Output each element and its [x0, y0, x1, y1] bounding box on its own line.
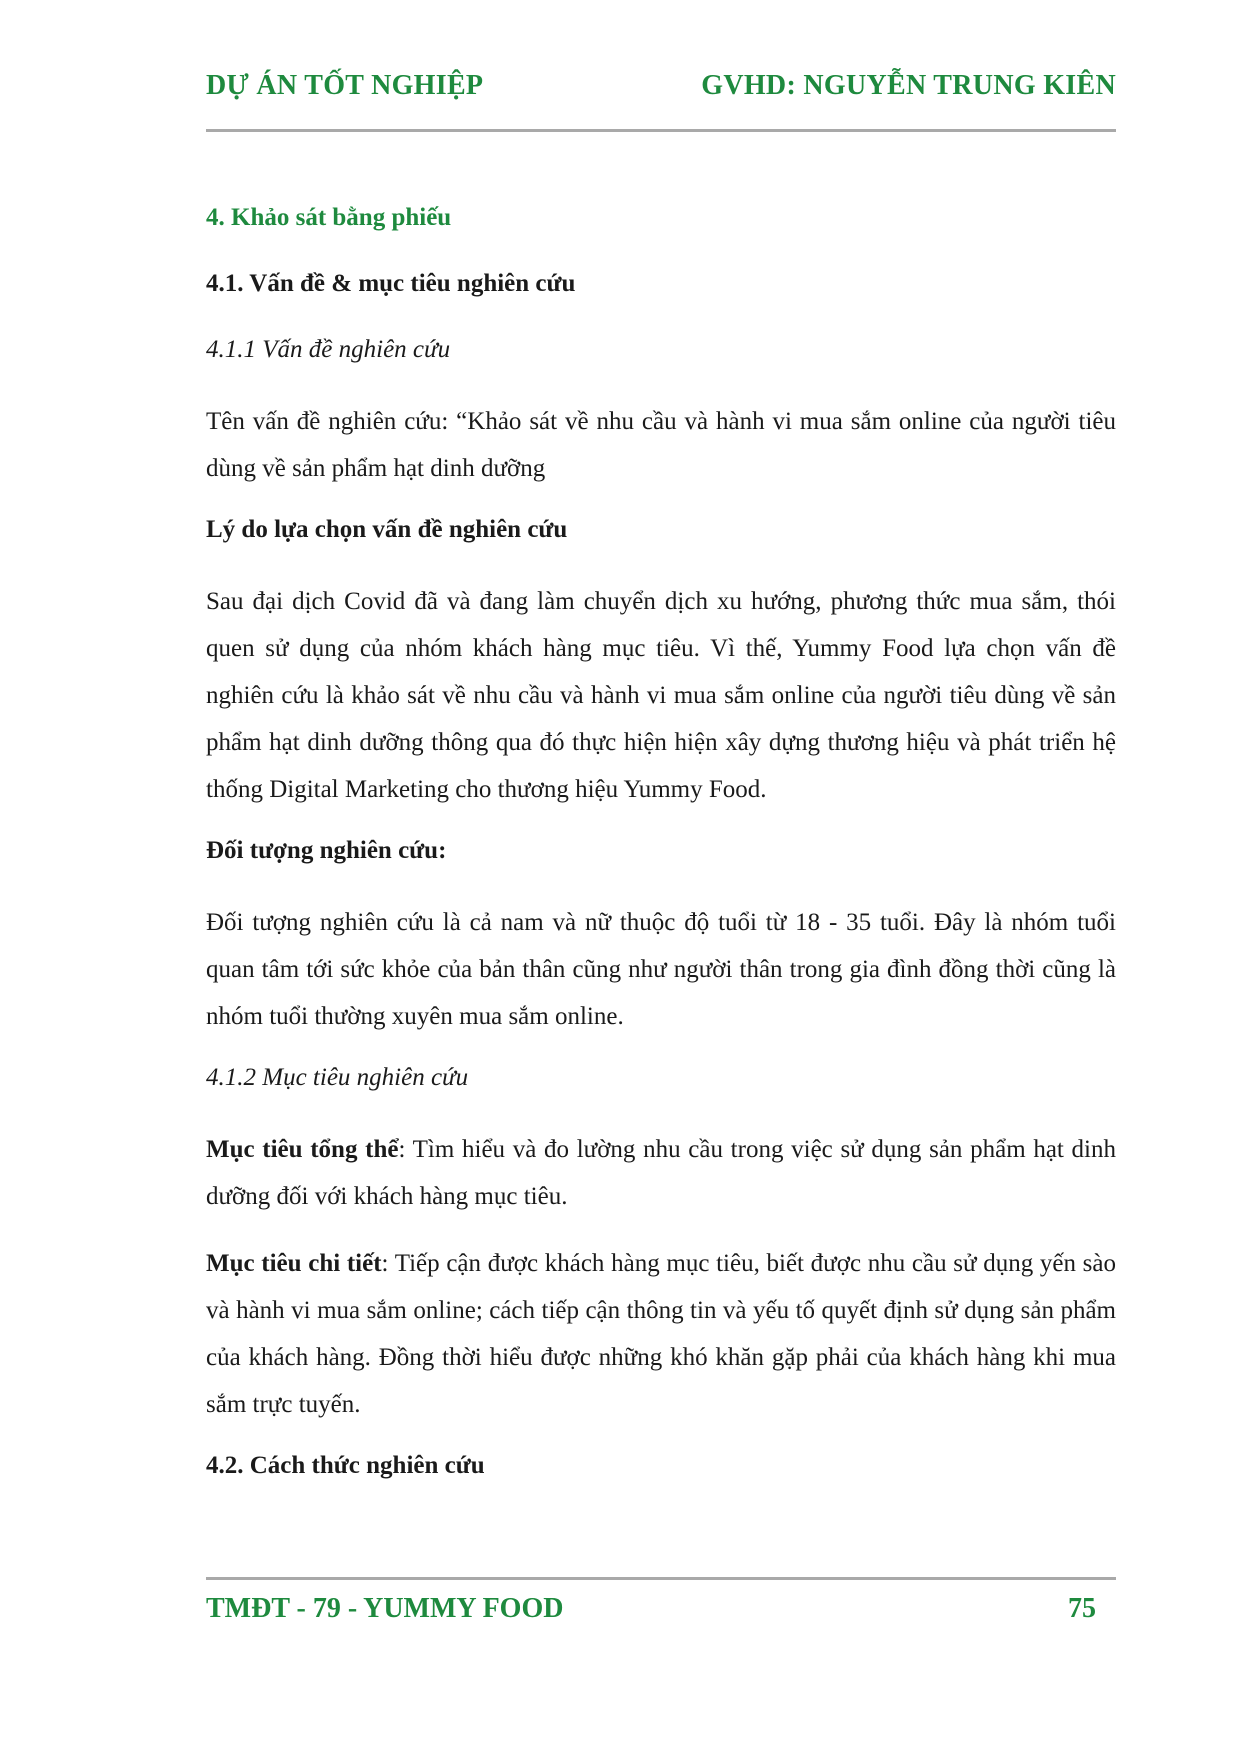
- detail-objective-paragraph: [206, 1240, 1116, 1428]
- subsection-heading-42: 4.2. Cách thức nghiên cứu: [206, 1452, 485, 1479]
- page-body: [206, 200, 1116, 1514]
- overall-objective-text: : Tìm hiểu và đo lường nhu cầu trong việc sử dụng sản phẩm hạt dinh dưỡng đối với khách hàng mục tiêu.: [206, 1136, 1117, 1210]
- page-footer: [206, 1593, 1096, 1625]
- overall-objective-paragraph: [206, 1126, 1116, 1220]
- sub-subsection-heading-411: 4.1.1 Vấn đề nghiên cứu: [206, 336, 451, 363]
- footer-divider: [206, 1577, 1116, 1580]
- header-divider: [206, 129, 1116, 132]
- section-heading: 4. Khảo sát bằng phiếu: [206, 204, 452, 231]
- header-supervisor: GVHD: NGUYỄN TRUNG KIÊN: [701, 70, 1116, 101]
- header-project-title: DỰ ÁN TỐT NGHIỆP: [206, 70, 484, 101]
- sub-subsection-heading-412: 4.1.2 Mục tiêu nghiên cứu: [206, 1064, 469, 1091]
- research-topic-paragraph: Tên vấn đề nghiên cứu: “Khảo sát về nhu cầu và hành vi mua sắm online của người tiêu dùng về sản phẩm hạt dinh dưỡng: [206, 408, 1116, 482]
- subject-paragraph: Đối tượng nghiên cứu là cả nam và nữ thuộc độ tuổi từ 18 - 35 tuổi. Đây là nhóm tuổi quan tâm tới sức khỏe của bản thân cũng như người thân trong gia đình đồng thời cũng là nhóm tuổi thường xuyên mua sắm online.: [206, 909, 1116, 1030]
- detail-objective-label: Mục tiêu chi tiết: [206, 1250, 382, 1277]
- subject-heading: Đối tượng nghiên cứu:: [206, 837, 447, 864]
- reason-heading: Lý do lựa chọn vấn đề nghiên cứu: [206, 516, 568, 543]
- subsection-heading: 4.1. Vấn đề & mục tiêu nghiên cứu: [206, 270, 576, 297]
- reason-paragraph: Sau đại dịch Covid đã và đang làm chuyển dịch xu hướng, phương thức mua sắm, thói quen sử dụng của nhóm khách hàng mục tiêu. Vì thế, Yummy Food lựa chọn vấn đề nghiên cứu là khảo sát về nhu cầu và hành vi mua sắm online của người tiêu dùng về sản phẩm hạt dinh dưỡng thông qua đó thực hiện hiện xây dựng thương hiệu và phát triển hệ thống Digital Marketing cho thương hiệu Yummy Food.: [206, 588, 1116, 803]
- footer-team-label: TMĐT - 79 - YUMMY FOOD: [206, 1593, 564, 1624]
- overall-objective-label: Mục tiêu tổng thể: [206, 1136, 399, 1163]
- page-header: [206, 70, 1116, 102]
- detail-objective-text: : Tiếp cận được khách hàng mục tiêu, biết được nhu cầu sử dụng yến sào và hành vi mua sắm online; cách tiếp cận thông tin và yếu tố quyết định sử dụng sản phẩm của khách hàng. Đồng thời hiểu được những khó khăn gặp phải của khách hàng khi mua sắm trực tuyến.: [206, 1250, 1116, 1418]
- page-number: 75: [1068, 1593, 1096, 1624]
